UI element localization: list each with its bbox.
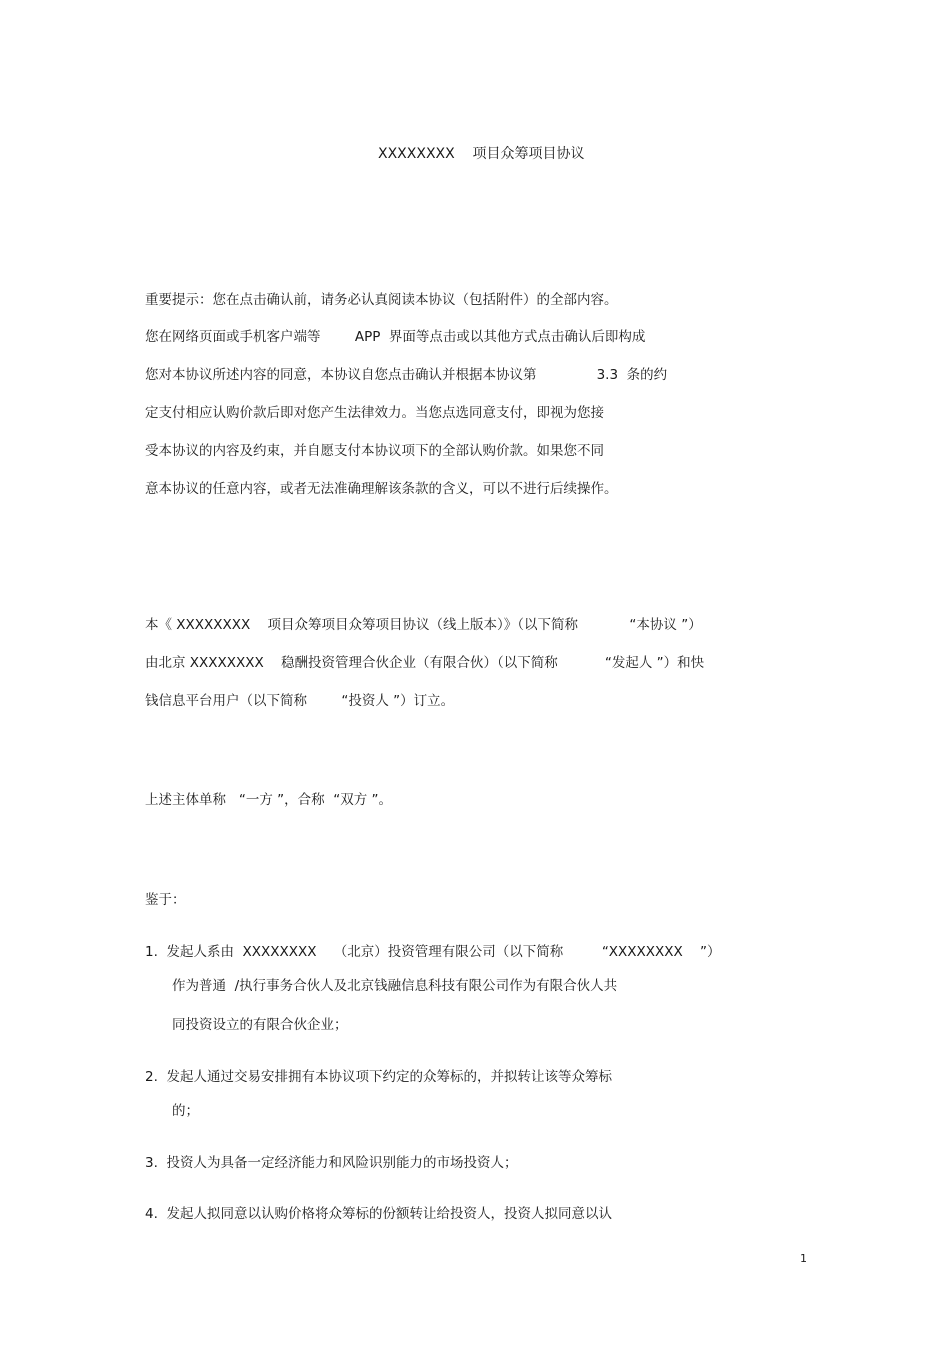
whereas-item-continued: 的； xyxy=(172,1103,199,1119)
notice-line: 您在网络页面或手机客户端等 APP 界面等点击或以其他方式点击确认后即构成 xyxy=(145,329,646,345)
notice-line: 您对本协议所述内容的同意，本协议自您点击确认并根据本协议第 3.3 条的约 xyxy=(145,367,668,383)
parties-line: 本《 XXXXXXXX 项目众筹项目众筹项目协议（线上版本）》（以下简称 “本协议 ”） xyxy=(145,617,702,633)
whereas-item: 2. 发起人通过交易安排拥有本协议项下约定的众筹标的，并拟转让该等众筹标 xyxy=(145,1069,612,1085)
document-title: XXXXXXXX 项目众筹项目协议 xyxy=(378,146,585,162)
notice-line: 意本协议的任意内容，或者无法准确理解该条款的含义，可以不进行后续操作。 xyxy=(145,481,618,497)
collective-definition: 上述主体单称 “一方 ”，合称 “双方 ”。 xyxy=(145,792,393,808)
whereas-item: 1. 发起人系由 XXXXXXXX （北京）投资管理有限公司（以下简称 “XXXXXXXX ”） xyxy=(145,944,721,960)
notice-line: 定支付相应认购价款后即对您产生法律效力。当您点选同意支付，即视为您接 xyxy=(145,405,604,421)
whereas-heading: 鉴于： xyxy=(145,892,186,908)
notice-line: 受本协议的内容及约束，并自愿支付本协议项下的全部认购价款。如果您不同 xyxy=(145,443,604,459)
page-number: 1 xyxy=(800,1252,807,1265)
parties-line: 钱信息平台用户（以下简称 “投资人 ”）订立。 xyxy=(145,693,455,709)
whereas-item-continued: 同投资设立的有限合伙企业； xyxy=(172,1017,348,1033)
whereas-item-continued: 作为普通 /执行事务合伙人及北京钱融信息科技有限公司作为有限合伙人共 xyxy=(172,978,618,994)
parties-line: 由北京 XXXXXXXX 稳酬投资管理合伙企业（有限合伙）（以下简称 “发起人 ”）和快 xyxy=(145,655,705,671)
notice-line: 重要提示：您在点击确认前，请务必认真阅读本协议（包括附件）的全部内容。 xyxy=(145,292,618,308)
whereas-item: 4. 发起人拟同意以认购价格将众筹标的份额转让给投资人，投资人拟同意以认 xyxy=(145,1206,612,1222)
whereas-item: 3. 投资人为具备一定经济能力和风险识别能力的市场投资人； xyxy=(145,1155,518,1171)
